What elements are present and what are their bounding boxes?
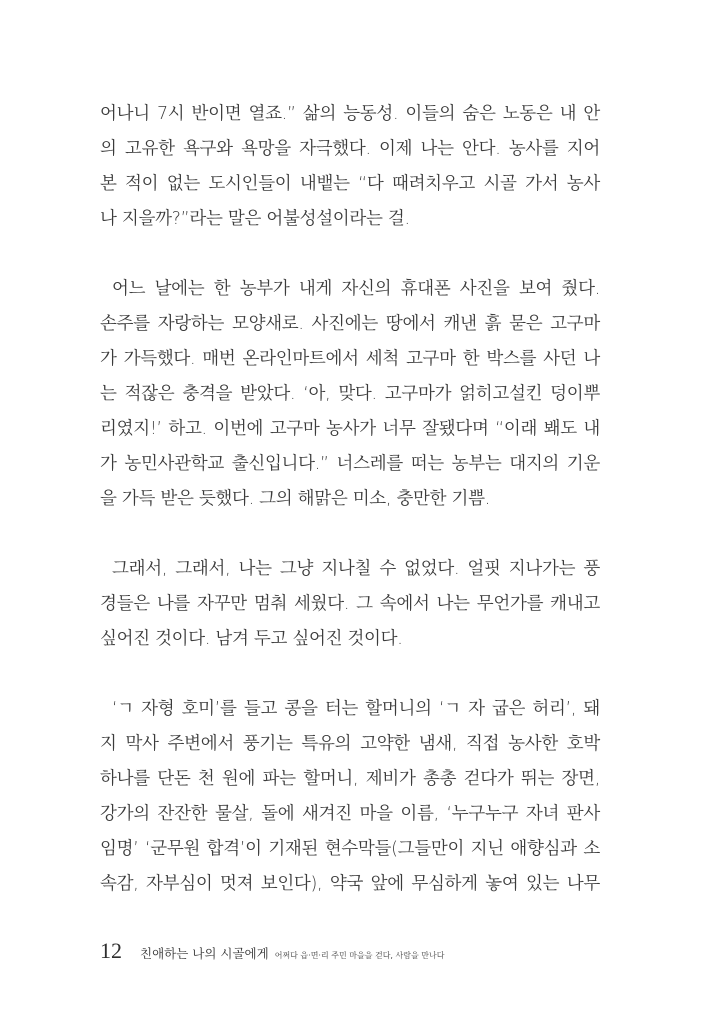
paragraph-gap [100, 237, 600, 272]
text-line: ‘ㄱ 자형 호미’를 들고 콩을 터는 할머니의 ‘ㄱ 자 굽은 허리’, 돼 [112, 699, 600, 719]
paragraph-4 [100, 692, 600, 902]
paragraph-3 [100, 552, 600, 657]
text-line: 하나를 단돈 천 원에 파는 할머니, 제비가 총총 걷다가 뛰는 장면, [100, 769, 600, 789]
book-title: 친애하는 나의 시골에게 [140, 946, 269, 961]
page-footer [100, 938, 444, 968]
text-line: 그래서, 그래서, 나는 그냥 지나칠 수 없었다. 얼핏 지나가는 풍 [112, 559, 600, 579]
text-line: 강가의 잔잔한 물살, 돌에 새겨진 마을 이름, ‘누구누구 자녀 판사 [100, 804, 600, 824]
text-line: 어느 날에는 한 농부가 내게 자신의 휴대폰 사진을 보여 줬다. [112, 279, 600, 299]
text-line: 가 가득했다. 매번 온라인마트에서 세척 고구마 한 박스를 사던 나 [100, 349, 600, 369]
paragraph-2 [100, 272, 600, 517]
body-text [100, 97, 600, 902]
text-line: 어나니 7시 반이면 열죠.” 삶의 능동성. 이들의 숨은 노동은 내 안 [100, 104, 600, 124]
text-line: 리였지!’ 하고. 이번에 고구마 농사가 너무 잘됐다며 “이래 봬도 내 [100, 419, 600, 439]
paragraph-1 [100, 97, 600, 237]
text-line: 는 적잖은 충격을 받았다. ‘아, 맞다. 고구마가 얽히고설킨 덩이뿌 [100, 384, 600, 404]
page-number: 12 [100, 938, 122, 963]
text-line: 속감, 자부심이 멋져 보인다), 약국 앞에 무심하게 놓여 있는 나무 [100, 874, 600, 894]
text-line: 나 지을까?”라는 말은 어불성설이라는 걸. [100, 209, 410, 229]
text-line: 지 막사 주변에서 풍기는 특유의 고약한 냄새, 직접 농사한 호박 [100, 734, 600, 754]
text-line: 손주를 자랑하는 모양새로. 사진에는 땅에서 캐낸 흙 묻은 고구마 [100, 314, 600, 334]
text-line: 의 고유한 욕구와 욕망을 자극했다. 이제 나는 안다. 농사를 지어 [100, 139, 600, 159]
text-line: 임명’ ‘군무원 합격’이 기재된 현수막들(그들만이 지닌 애향심과 소 [100, 839, 600, 859]
text-line: 본 적이 없는 도시인들이 내뱉는 “다 때려치우고 시골 가서 농사 [100, 174, 600, 194]
text-line: 싶어진 것이다. 남겨 두고 싶어진 것이다. [100, 629, 403, 649]
book-subtitle: 어쩌다 읍·면·리 주민 마을을 걷다, 사람을 만나다 [274, 951, 445, 960]
paragraph-gap [100, 657, 600, 692]
text-line: 을 가득 받은 듯했다. 그의 해맑은 미소, 충만한 기쁨. [100, 489, 490, 509]
text-line: 경들은 나를 자꾸만 멈춰 세웠다. 그 속에서 나는 무언가를 캐내고 [100, 594, 600, 614]
text-line: 가 농민사관학교 출신입니다.” 너스레를 떠는 농부는 대지의 기운 [100, 454, 600, 474]
paragraph-gap [100, 517, 600, 552]
